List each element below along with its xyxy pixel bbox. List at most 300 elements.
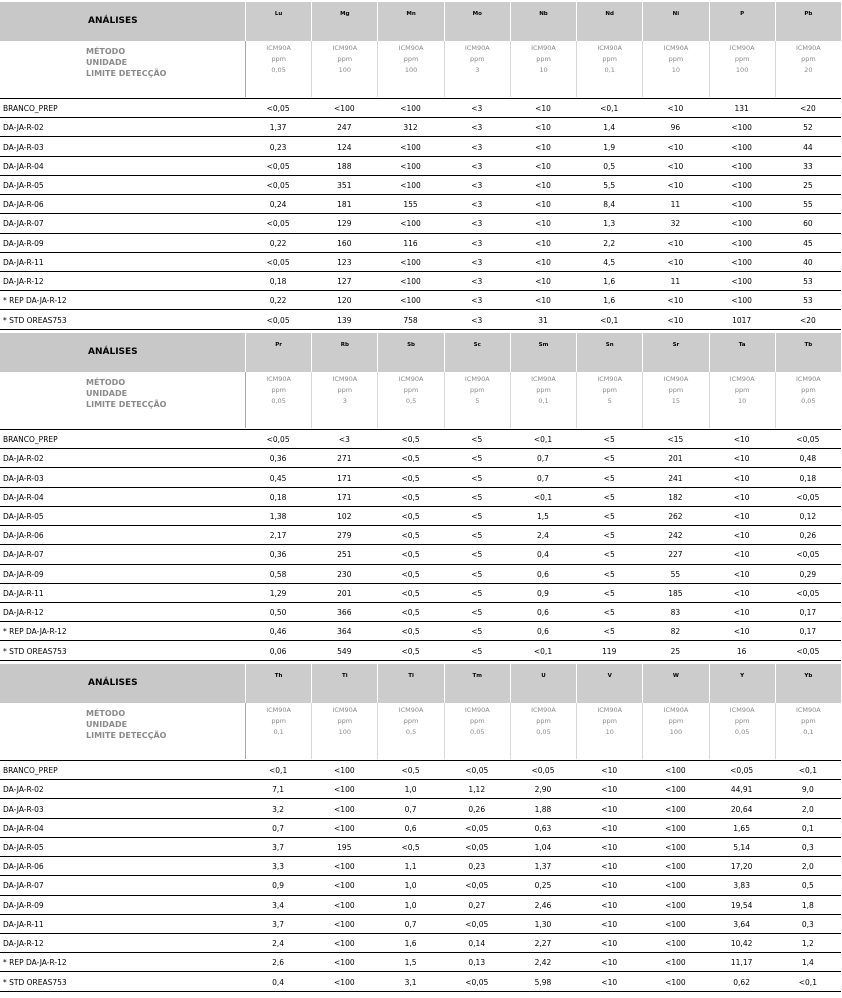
unit-value: ppm <box>668 55 684 63</box>
limit-value: 100 <box>669 728 683 736</box>
row-values <box>245 589 841 598</box>
value-cell: <3 <box>471 277 483 287</box>
element-header: P <box>709 2 775 41</box>
value-cell: <0,1 <box>600 315 619 325</box>
value-cell: 52 <box>803 123 813 133</box>
unit-value: ppm <box>403 386 419 394</box>
sample-id: DA-JA-R-06 <box>3 200 44 210</box>
value-cell: 11,17 <box>730 958 753 968</box>
sample-id: DA-JA-R-03 <box>3 142 44 152</box>
value-cell: <10 <box>667 315 684 325</box>
table-row <box>0 137 842 156</box>
sample-id: DA-JA-R-09 <box>3 238 44 248</box>
table-row <box>0 565 842 584</box>
value-cell: <0,5 <box>401 531 420 541</box>
value-cell: 2,6 <box>272 958 285 968</box>
value-cell: <3 <box>471 315 483 325</box>
sample-id: DA-JA-R-04 <box>3 823 44 833</box>
value-cell: 0,4 <box>537 550 549 560</box>
limit-value: 10 <box>671 66 681 74</box>
table-row <box>0 857 842 876</box>
value-cell: 10,42 <box>730 939 753 949</box>
limit-value: 0,05 <box>536 728 551 736</box>
value-cell: <10 <box>601 977 618 987</box>
method-value: ICM90A <box>663 375 689 383</box>
value-cell: 0,3 <box>801 919 814 929</box>
value-cell: <10 <box>535 123 551 133</box>
value-cell: <100 <box>400 277 421 287</box>
value-cell: <100 <box>731 277 752 287</box>
element-header: Tm <box>444 664 510 703</box>
meta-column <box>576 372 642 428</box>
element-header: Th <box>245 664 311 703</box>
value-cell: <100 <box>665 862 686 872</box>
sample-id: DA-JA-R-11 <box>3 588 44 598</box>
value-cell: <0,05 <box>266 315 290 325</box>
unit-value: ppm <box>469 55 485 63</box>
method-value: ICM90A <box>795 44 821 52</box>
method-value: ICM90A <box>266 375 291 383</box>
value-cell: <100 <box>400 161 421 171</box>
value-cell: 3,64 <box>733 919 750 929</box>
value-cell: 123 <box>337 257 352 267</box>
sample-id: DA-JA-R-05 <box>3 511 44 521</box>
value-cell: <0,5 <box>401 435 420 445</box>
value-cell: 0,14 <box>468 939 486 949</box>
row-values <box>245 785 841 794</box>
value-cell: <10 <box>535 277 551 287</box>
sample-id: DA-JA-R-02 <box>3 454 44 464</box>
meta-column <box>642 372 708 428</box>
value-cell: <10 <box>733 569 750 579</box>
value-cell: <15 <box>667 435 684 445</box>
value-cell: 242 <box>668 531 683 541</box>
unit-value: ppm <box>536 386 551 394</box>
value-cell: 3,3 <box>272 862 285 872</box>
table-row <box>0 157 842 176</box>
limit-value: 0,1 <box>538 397 549 405</box>
value-cell: 20,64 <box>730 804 753 814</box>
row-values <box>245 181 841 190</box>
method-value: ICM90A <box>531 44 556 52</box>
table-row <box>0 507 842 526</box>
value-cell: <10 <box>733 588 750 598</box>
method-value: ICM90A <box>464 706 490 714</box>
value-cell: 96 <box>670 123 681 133</box>
row-values <box>245 824 841 833</box>
value-cell: 0,7 <box>404 804 417 814</box>
table-row <box>0 761 842 780</box>
limit-value: 10 <box>539 66 548 74</box>
value-cell: 251 <box>337 550 352 560</box>
value-cell: 0,5 <box>801 881 814 891</box>
value-cell: 0,17 <box>799 608 817 618</box>
row-values <box>245 512 841 521</box>
value-cell: <0,5 <box>401 454 420 464</box>
value-cell: 366 <box>337 608 352 618</box>
method-unit-limit <box>0 703 842 761</box>
value-cell: <3 <box>471 180 483 190</box>
limit-value: 0,5 <box>405 397 417 405</box>
meta-label-method: MÉTODO <box>86 709 126 718</box>
value-cell: 312 <box>403 123 418 133</box>
row-values <box>245 901 841 910</box>
value-cell: <10 <box>601 900 618 910</box>
value-cell: <100 <box>665 842 686 852</box>
row-values <box>245 766 841 775</box>
header-label-cell <box>0 333 245 372</box>
value-cell: 1,29 <box>269 588 287 598</box>
value-cell: 0,48 <box>799 454 817 464</box>
table-row <box>0 449 842 468</box>
value-cell: 1,6 <box>603 277 616 287</box>
meta-column <box>709 41 775 97</box>
meta-labels <box>86 708 166 741</box>
value-cell: 45 <box>803 238 813 248</box>
table-row <box>0 99 842 118</box>
value-cell: 33 <box>803 161 813 171</box>
value-cell: 185 <box>668 588 683 598</box>
unit-value: ppm <box>734 717 750 725</box>
unit-value: ppm <box>536 717 551 725</box>
value-cell: <0,1 <box>533 646 553 656</box>
table-row <box>0 876 842 895</box>
limit-value: 0,05 <box>271 66 286 74</box>
value-cell: 0,27 <box>468 900 486 910</box>
value-cell: <10 <box>535 180 551 190</box>
limit-value: 0,1 <box>604 66 615 74</box>
value-cell: 53 <box>803 296 813 306</box>
value-cell: 241 <box>668 473 683 483</box>
value-cell: <10 <box>733 473 750 483</box>
method-value: ICM90A <box>663 44 689 52</box>
value-cell: 83 <box>670 608 681 618</box>
value-cell: <100 <box>731 238 752 248</box>
element-header: W <box>642 664 708 703</box>
value-cell: 0,3 <box>801 842 814 852</box>
value-cell: 1,12 <box>468 785 486 795</box>
meta-labels <box>86 46 166 79</box>
method-value: ICM90A <box>729 706 755 714</box>
value-cell: 1,9 <box>603 142 616 152</box>
limit-value: 10 <box>605 728 614 736</box>
table-row <box>0 118 842 137</box>
value-cell: <0,5 <box>401 569 420 579</box>
value-cell: <10 <box>667 238 684 248</box>
value-cell: 0,7 <box>537 454 549 464</box>
value-cell: 17,20 <box>730 862 753 872</box>
element-header-row <box>245 333 841 372</box>
value-cell: <10 <box>601 766 618 776</box>
value-cell: 1,2 <box>801 939 814 949</box>
value-cell: <100 <box>334 823 355 833</box>
value-cell: <100 <box>334 977 355 987</box>
method-value: ICM90A <box>398 706 424 714</box>
method-value: ICM90A <box>729 44 755 52</box>
value-cell: 758 <box>403 315 418 325</box>
row-values <box>245 531 841 540</box>
header-label-cell <box>0 2 245 41</box>
value-cell: <0,05 <box>730 766 754 776</box>
value-cell: <100 <box>334 862 355 872</box>
value-cell: 1,38 <box>269 511 287 521</box>
sample-id: DA-JA-R-07 <box>3 550 44 560</box>
meta-label-limit: LIMITE DETECÇÃO <box>86 400 167 409</box>
value-cell: <0,05 <box>266 104 290 114</box>
table-row <box>0 526 842 545</box>
row-values <box>245 608 841 617</box>
value-cell: 0,12 <box>799 511 817 521</box>
value-cell: 2,0 <box>801 804 814 814</box>
table-row <box>0 799 842 818</box>
element-header: U <box>510 664 576 703</box>
value-cell: <3 <box>471 257 483 267</box>
method-value: ICM90A <box>464 44 490 52</box>
value-cell: <100 <box>400 257 421 267</box>
sample-id: BRANCO_PREP <box>3 104 58 114</box>
value-cell: <0,5 <box>401 550 420 560</box>
table-row <box>0 819 842 838</box>
limit-value: 5 <box>475 397 480 405</box>
value-cell: 119 <box>602 646 617 656</box>
value-cell: 2,4 <box>272 939 285 949</box>
value-cell: <5 <box>471 646 483 656</box>
sample-id: * REP DA-JA-R-12 <box>3 296 67 306</box>
table-row <box>0 253 842 272</box>
sample-id: DA-JA-R-05 <box>3 842 44 852</box>
limit-value: 3 <box>475 66 480 74</box>
value-cell: <0,05 <box>465 977 489 987</box>
value-cell: 19,54 <box>730 900 753 910</box>
value-cell: <3 <box>471 238 483 248</box>
value-cell: <0,1 <box>533 492 553 502</box>
value-cell: 60 <box>803 219 813 229</box>
method-value: ICM90A <box>597 706 623 714</box>
value-cell: <0,5 <box>401 473 420 483</box>
table-row <box>0 214 842 233</box>
value-cell: 127 <box>337 277 352 287</box>
meta-column <box>510 703 576 759</box>
value-cell: <0,05 <box>266 219 290 229</box>
method-value: ICM90A <box>729 375 755 383</box>
table-row <box>0 291 842 310</box>
analysis-table <box>0 2 842 330</box>
value-cell: 201 <box>668 454 683 464</box>
value-cell: 1,65 <box>733 823 750 833</box>
table-row <box>0 641 842 660</box>
value-cell: <5 <box>471 627 483 637</box>
value-cell: <100 <box>334 919 355 929</box>
value-cell: <20 <box>799 104 816 114</box>
sample-id: DA-JA-R-04 <box>3 492 44 502</box>
method-value: ICM90A <box>663 706 689 714</box>
value-cell: <0,05 <box>266 161 290 171</box>
value-cell: <100 <box>665 785 686 795</box>
value-cell: 25 <box>670 646 681 656</box>
meta-column <box>444 41 510 97</box>
value-cell: <100 <box>731 180 752 190</box>
unit-value: ppm <box>734 386 750 394</box>
element-header: Ti <box>311 664 377 703</box>
value-cell: 1,1 <box>404 862 417 872</box>
element-header: Yb <box>775 664 841 703</box>
element-header-row <box>245 664 841 703</box>
method-value: ICM90A <box>795 706 821 714</box>
value-cell: <0,05 <box>465 919 489 929</box>
value-cell: 4,5 <box>603 257 616 267</box>
value-cell: <10 <box>733 608 750 618</box>
sample-id: DA-JA-R-11 <box>3 919 44 929</box>
value-cell: 262 <box>668 511 683 521</box>
unit-value: ppm <box>271 55 286 63</box>
meta-column <box>775 372 841 428</box>
method-unit-limit <box>0 41 842 99</box>
limit-value: 0,05 <box>470 728 485 736</box>
unit-value: ppm <box>668 386 684 394</box>
value-cell: 32 <box>670 219 681 229</box>
meta-label-method: MÉTODO <box>86 47 126 56</box>
value-cell: <0,05 <box>796 492 820 502</box>
value-cell: 351 <box>337 180 352 190</box>
meta-column <box>377 703 443 759</box>
table-row <box>0 780 842 799</box>
value-cell: 2,0 <box>801 862 814 872</box>
value-cell: 0,7 <box>537 473 549 483</box>
value-cell: 230 <box>337 569 352 579</box>
value-cell: <10 <box>601 881 618 891</box>
row-values <box>245 570 841 579</box>
value-cell: 2,42 <box>534 958 552 968</box>
value-cell: 0,58 <box>269 569 287 579</box>
value-cell: <0,1 <box>798 977 817 987</box>
element-header: Y <box>709 664 775 703</box>
value-cell: <100 <box>334 104 355 114</box>
value-cell: <0,05 <box>796 550 820 560</box>
value-cell: 182 <box>668 492 683 502</box>
value-cell: <0,05 <box>465 842 489 852</box>
element-header: Sb <box>377 333 443 372</box>
value-cell: 124 <box>337 142 352 152</box>
sample-id: DA-JA-R-12 <box>3 277 44 287</box>
table-row <box>0 488 842 507</box>
value-cell: <5 <box>471 473 483 483</box>
value-cell: <100 <box>334 785 355 795</box>
value-cell: 11 <box>670 277 681 287</box>
value-cell: 0,50 <box>269 608 287 618</box>
row-values <box>245 550 841 559</box>
value-cell: <5 <box>603 435 615 445</box>
element-header: Sm <box>510 333 576 372</box>
value-cell: <5 <box>471 569 483 579</box>
value-cell: <0,1 <box>533 435 553 445</box>
value-cell: <100 <box>731 123 752 133</box>
value-cell: <5 <box>471 550 483 560</box>
limit-value: 20 <box>804 66 813 74</box>
meta-column <box>444 703 510 759</box>
value-cell: <3 <box>471 142 483 152</box>
value-cell: <10 <box>733 492 750 502</box>
sample-id: BRANCO_PREP <box>3 435 58 445</box>
table-row <box>0 953 842 972</box>
value-cell: <10 <box>535 161 551 171</box>
value-cell: 364 <box>337 627 352 637</box>
header-label: ANÁLISES <box>88 347 138 357</box>
value-cell: 1,3 <box>603 219 616 229</box>
value-cell: 3,83 <box>733 881 750 891</box>
value-cell: 53 <box>803 277 813 287</box>
value-cell: <100 <box>334 804 355 814</box>
value-cell: 247 <box>337 123 352 133</box>
unit-value: ppm <box>801 55 816 63</box>
row-values <box>245 493 841 502</box>
table-row <box>0 838 842 857</box>
value-cell: 1,6 <box>603 296 616 306</box>
value-cell: 227 <box>668 550 683 560</box>
meta-column <box>775 703 841 759</box>
value-cell: 2,90 <box>534 785 552 795</box>
element-header: V <box>576 664 642 703</box>
element-header-row <box>245 2 841 41</box>
value-cell: <5 <box>603 473 615 483</box>
value-cell: <100 <box>731 257 752 267</box>
value-cell: <10 <box>535 296 551 306</box>
unit-value: ppm <box>602 386 617 394</box>
table-row <box>0 234 842 253</box>
limit-value: 10 <box>738 397 747 405</box>
value-cell: 139 <box>337 315 352 325</box>
table-row <box>0 195 842 214</box>
value-cell: 2,27 <box>534 939 552 949</box>
value-cell: <3 <box>471 200 483 210</box>
value-cell: 0,1 <box>801 823 814 833</box>
value-cell: 3,4 <box>272 900 285 910</box>
sample-id: DA-JA-R-03 <box>3 473 44 483</box>
value-cell: <10 <box>535 142 551 152</box>
unit-value: ppm <box>602 55 617 63</box>
value-cell: <100 <box>400 219 421 229</box>
limit-value: 0,1 <box>803 728 814 736</box>
value-cell: <3 <box>471 296 483 306</box>
value-cell: 3,7 <box>272 919 285 929</box>
element-header: Pr <box>245 333 311 372</box>
element-header: Mo <box>444 2 510 41</box>
element-header: Rb <box>311 333 377 372</box>
row-values <box>245 454 841 463</box>
value-cell: <10 <box>733 550 750 560</box>
value-cell: <10 <box>601 939 618 949</box>
unit-value: ppm <box>337 55 353 63</box>
value-cell: <100 <box>334 958 355 968</box>
row-values <box>245 843 841 852</box>
value-cell: 16 <box>736 646 747 656</box>
unit-value: ppm <box>536 55 551 63</box>
value-cell: 1,4 <box>603 123 616 133</box>
sample-id: * REP DA-JA-R-12 <box>3 958 67 968</box>
value-cell: <10 <box>601 823 618 833</box>
meta-values <box>245 372 841 428</box>
value-cell: <5 <box>603 454 615 464</box>
row-values <box>245 162 841 171</box>
value-cell: <0,5 <box>401 511 420 521</box>
value-cell: 155 <box>403 200 418 210</box>
value-cell: <10 <box>601 785 618 795</box>
table-row <box>0 896 842 915</box>
method-value: ICM90A <box>464 375 490 383</box>
limit-value: 3 <box>342 397 347 405</box>
table-row <box>0 584 842 603</box>
sample-id: BRANCO_PREP <box>3 766 58 776</box>
value-cell: <0,5 <box>401 608 420 618</box>
